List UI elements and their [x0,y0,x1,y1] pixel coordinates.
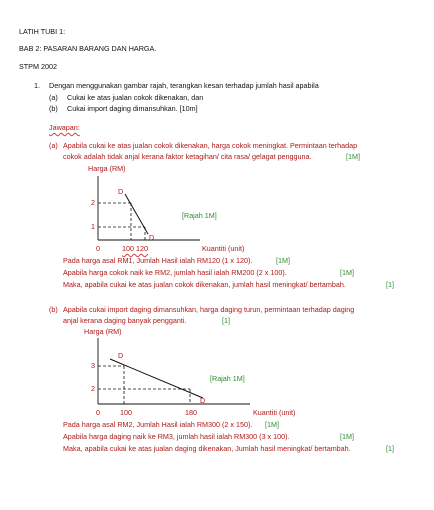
part-a-note3-mark: [1] [386,280,394,289]
part-a-line2: cokok adalah tidak anjal kerana faktor ketagihan/ cita rasa/ gelagat pengguna. [63,152,312,161]
exam-label: STPM 2002 [19,62,57,71]
question-b-label: (b) [49,104,58,113]
graph-a-rajah-mark: [Rajah 1M] [182,211,217,220]
part-b-line1: Apabila cukai import daging dimansuhkan, harga daging turun, permintaan terhadap daging [63,305,355,314]
graph-a-d-bottom: D [149,233,155,242]
graph-a-y-axis-label: Harga (RM) [88,164,126,173]
part-a-line1: Apabila cukai ke atas jualan cokok dikenakan, harga cokok meningkat. Permintaan terhadap [63,141,358,150]
part-b-note2-mark: [1M] [340,432,354,441]
question-b-text: Cukai import daging dimansuhkan. [10m] [67,104,198,113]
question-a-label: (a) [49,93,58,102]
graph-a-d-top: D [118,187,124,196]
part-b-mark: [1] [222,316,230,325]
question-a-text: Cukai ke atas jualan cokok dikenakan, dan [67,93,204,102]
part-a-label: (a) [49,141,58,150]
part-a-note3: Maka, apabila cukai ke atas jualan cokok dikenakan, jumlah hasil meningkat/ bertambah. [63,280,346,289]
graph-b-y-tick-2: 2 [91,384,95,393]
graph-b-origin: 0 [96,408,100,417]
worksheet-title: LATIH TUBI 1: [19,27,66,36]
graph-a-x-axis-label: Kuantiti (unit) [202,244,245,253]
part-a-note1-mark: [1M] [276,256,290,265]
question-stem: Dengan menggunakan gambar rajah, terangkan kesan terhadap jumlah hasil apabila [49,81,319,90]
part-a-note2: Apabila harga cokok naik ke RM2, jumlah hasil ialah RM200 (2 x 100). [63,268,287,277]
part-b-note2: Apabila harga daging naik ke RM3, jumlah hasil ialah RM300 (3 x 100). [63,432,290,441]
graph-b-y-tick-3: 3 [91,361,95,370]
part-b-note3: Maka, apabila cukai ke atas jualan daging dikenakan, Jumlah hasil meningkat/ bertambah. [63,444,351,453]
part-b-label: (b) [49,305,58,314]
part-b-line2: anjal kerana daging banyak pengganti. [63,316,187,325]
graph-b-x-axis-label: Kuantiti (unit) [253,408,296,417]
graph-a-origin: 0 [96,244,100,253]
graph-b-x-tick-100: 100 [120,408,132,417]
graph-b-d-bottom: D [200,396,206,405]
graph-a-y-tick-2: 2 [91,198,95,207]
part-b-note1: Pada harga asal RM2, Jumlah Hasil ialah RM300 (2 x 150). [63,420,253,429]
part-b-note1-mark: [1M] [265,420,279,429]
question-number: 1. [34,81,40,90]
part-a-note1: Pada harga asal RM1, Jumlah Hasil ialah RM120 (1 x 120). [63,256,253,265]
graph-b-d-top: D [118,351,124,360]
graph-b-y-axis-label: Harga (RM) [84,327,122,336]
graph-b-rajah-mark: [Rajah 1M] [210,374,245,383]
part-a-note2-mark: [1M] [340,268,354,277]
graph-b-x-tick-180: 180 [185,408,197,417]
chapter-title: BAB 2: PASARAN BARANG DAN HARGA. [19,44,157,53]
part-a-mark: [1M] [346,152,360,161]
graph-a-x-ticks: 100 120 [122,244,148,253]
graph-a-y-tick-1: 1 [91,222,95,231]
part-b-note3-mark: [1] [386,444,394,453]
answer-heading: Jawapan: [49,123,80,132]
